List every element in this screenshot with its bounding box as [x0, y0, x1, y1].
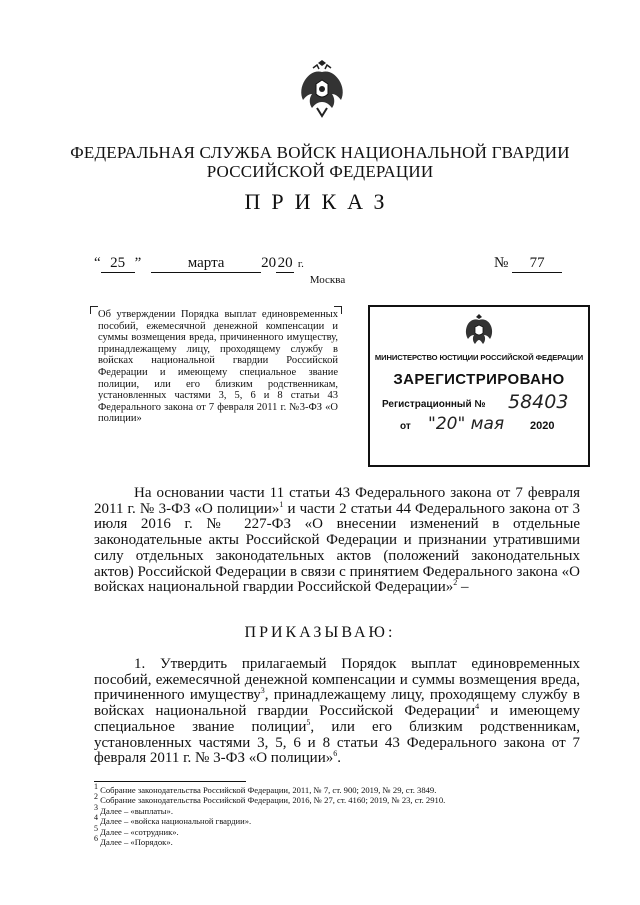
clause-text-3: и имеющему специальное звание полиции	[94, 703, 580, 735]
agency-name-line2: РОССИЙСКОЙ ФЕДЕРАЦИИ	[206, 162, 434, 181]
footnote-item: $^2$ Собрание законодательства Российской Федерации, 2016, № 27, ст. 4160; 2019, № 23, ст. 2910.	[94, 792, 446, 806]
clause-text-2: , принадлежащему лицу, проходящему службу в войсках национальной гвардии Российской Федерации	[94, 687, 580, 720]
preamble-text-3: –	[457, 579, 469, 596]
clause-text-1: 1. Утвердить прилагаемый Порядок выплат единовременных пособий, ежемесячной денежной компенсации и суммы возмещения вреда, причиненного имуществу	[94, 656, 580, 704]
stamp-emblem-icon	[464, 312, 494, 348]
footnote-ref-5: 5	[306, 717, 311, 727]
footnotes	[94, 782, 574, 848]
number-value: 77	[512, 255, 562, 273]
bracket-top-left	[90, 306, 98, 314]
preamble-text-2: и части 2 статьи 44 Федерального закона от 3 июля 2016 г. № 227-ФЗ «О внесении изменений в отдельные законодательные акты Российской Федерации и признании утратившими силу отдельных законодательных актов (положений законодательных актов) Российской Федерации в связи с принятием Федерального закона «О войсках национальной гвардии Российской Федерации»	[94, 500, 580, 596]
stamp-date-label: от	[400, 421, 411, 432]
preamble-paragraph	[94, 486, 580, 596]
footnote-item: $^5$ Далее – «сотрудник».	[94, 823, 179, 837]
date-month: марта	[151, 255, 261, 273]
footnote-ref-6: 6	[333, 749, 338, 759]
stamp-reg-number: 58403	[508, 391, 569, 413]
footnote-ref-4: 4	[475, 702, 480, 712]
footnote-item: $^1$ Собрание законодательства Российской Федерации, 2011, № 7, ст. 900; 2019, № 29, ст. 3849.	[94, 782, 437, 795]
order-date: “ 25 ” марта 20 20 г.	[94, 255, 304, 271]
preamble-text-1: На основании части 11 статьи 43 Федерального закона от 7 февраля 2011 г. № 3-ФЗ «О полиции»	[94, 485, 580, 517]
order-number	[494, 255, 562, 273]
footnote-ref-3: 3	[260, 686, 265, 696]
footnote-separator	[94, 781, 246, 782]
footnote-item: $^4$ Далее – «войска национальной гвардии».	[94, 813, 252, 827]
coat-of-arms-emblem	[297, 60, 347, 118]
agency-name-line1: ФЕДЕРАЛЬНАЯ СЛУЖБА ВОЙСК НАЦИОНАЛЬНОЙ ГВАРДИИ	[70, 143, 570, 162]
footnote-ref-1: 1	[279, 499, 284, 509]
number-label: №	[494, 255, 509, 271]
stamp-date-value: "20" мая	[428, 414, 505, 434]
date-day: 25	[101, 255, 135, 273]
document-type-title: ПРИКАЗ	[244, 189, 396, 214]
date-year-mark: г.	[297, 258, 304, 270]
clause-text-4: , или его близким родственникам, установленных частями 3, 5, 6 и 8 статьи 43 Федерального закона от 7 февраля 2011 г. № 3-ФЗ «О полиции»	[94, 718, 580, 767]
stamp-reg-label: Регистрационный №	[382, 399, 486, 410]
footnote-item: $^6$ Далее – «Порядок».	[94, 834, 173, 848]
stamp-registered: ЗАРЕГИСТРИРОВАНО	[393, 371, 565, 388]
stamp-ministry: МИНИСТЕРСТВО ЮСТИЦИИ РОССИЙСКОЙ ФЕДЕРАЦИИ	[374, 353, 584, 362]
footnote-item: $^3$ Далее – «выплаты».	[94, 802, 174, 816]
date-year-prefix: 20	[261, 255, 277, 271]
order-subject: Об утверждении Порядка выплат единовременных пособий, ежемесячной денежной компенсации и суммы возмещения вреда, причиненного имуществу, принадлежащему лицу, проходящему службу в войсках национальной гвардии Российской Федерации и имеющему специальное звание полиции, или его близким родственникам, установленных частями 3, 5, 6 и 8 статьи 43 Федерального закона от 7 февраля 2011 г. №3-ФЗ «О полиции»	[98, 309, 338, 425]
city: Москва	[309, 274, 346, 286]
stamp-year: 2020	[530, 420, 555, 432]
registration-stamp	[368, 305, 590, 467]
clause-1-paragraph	[94, 657, 580, 767]
order-heading: ПРИКАЗЫВАЮ:	[244, 624, 396, 641]
date-year-suffix: 20	[277, 255, 293, 271]
clause-text-5: .	[337, 750, 341, 767]
footnote-ref-2: 2	[453, 578, 458, 588]
